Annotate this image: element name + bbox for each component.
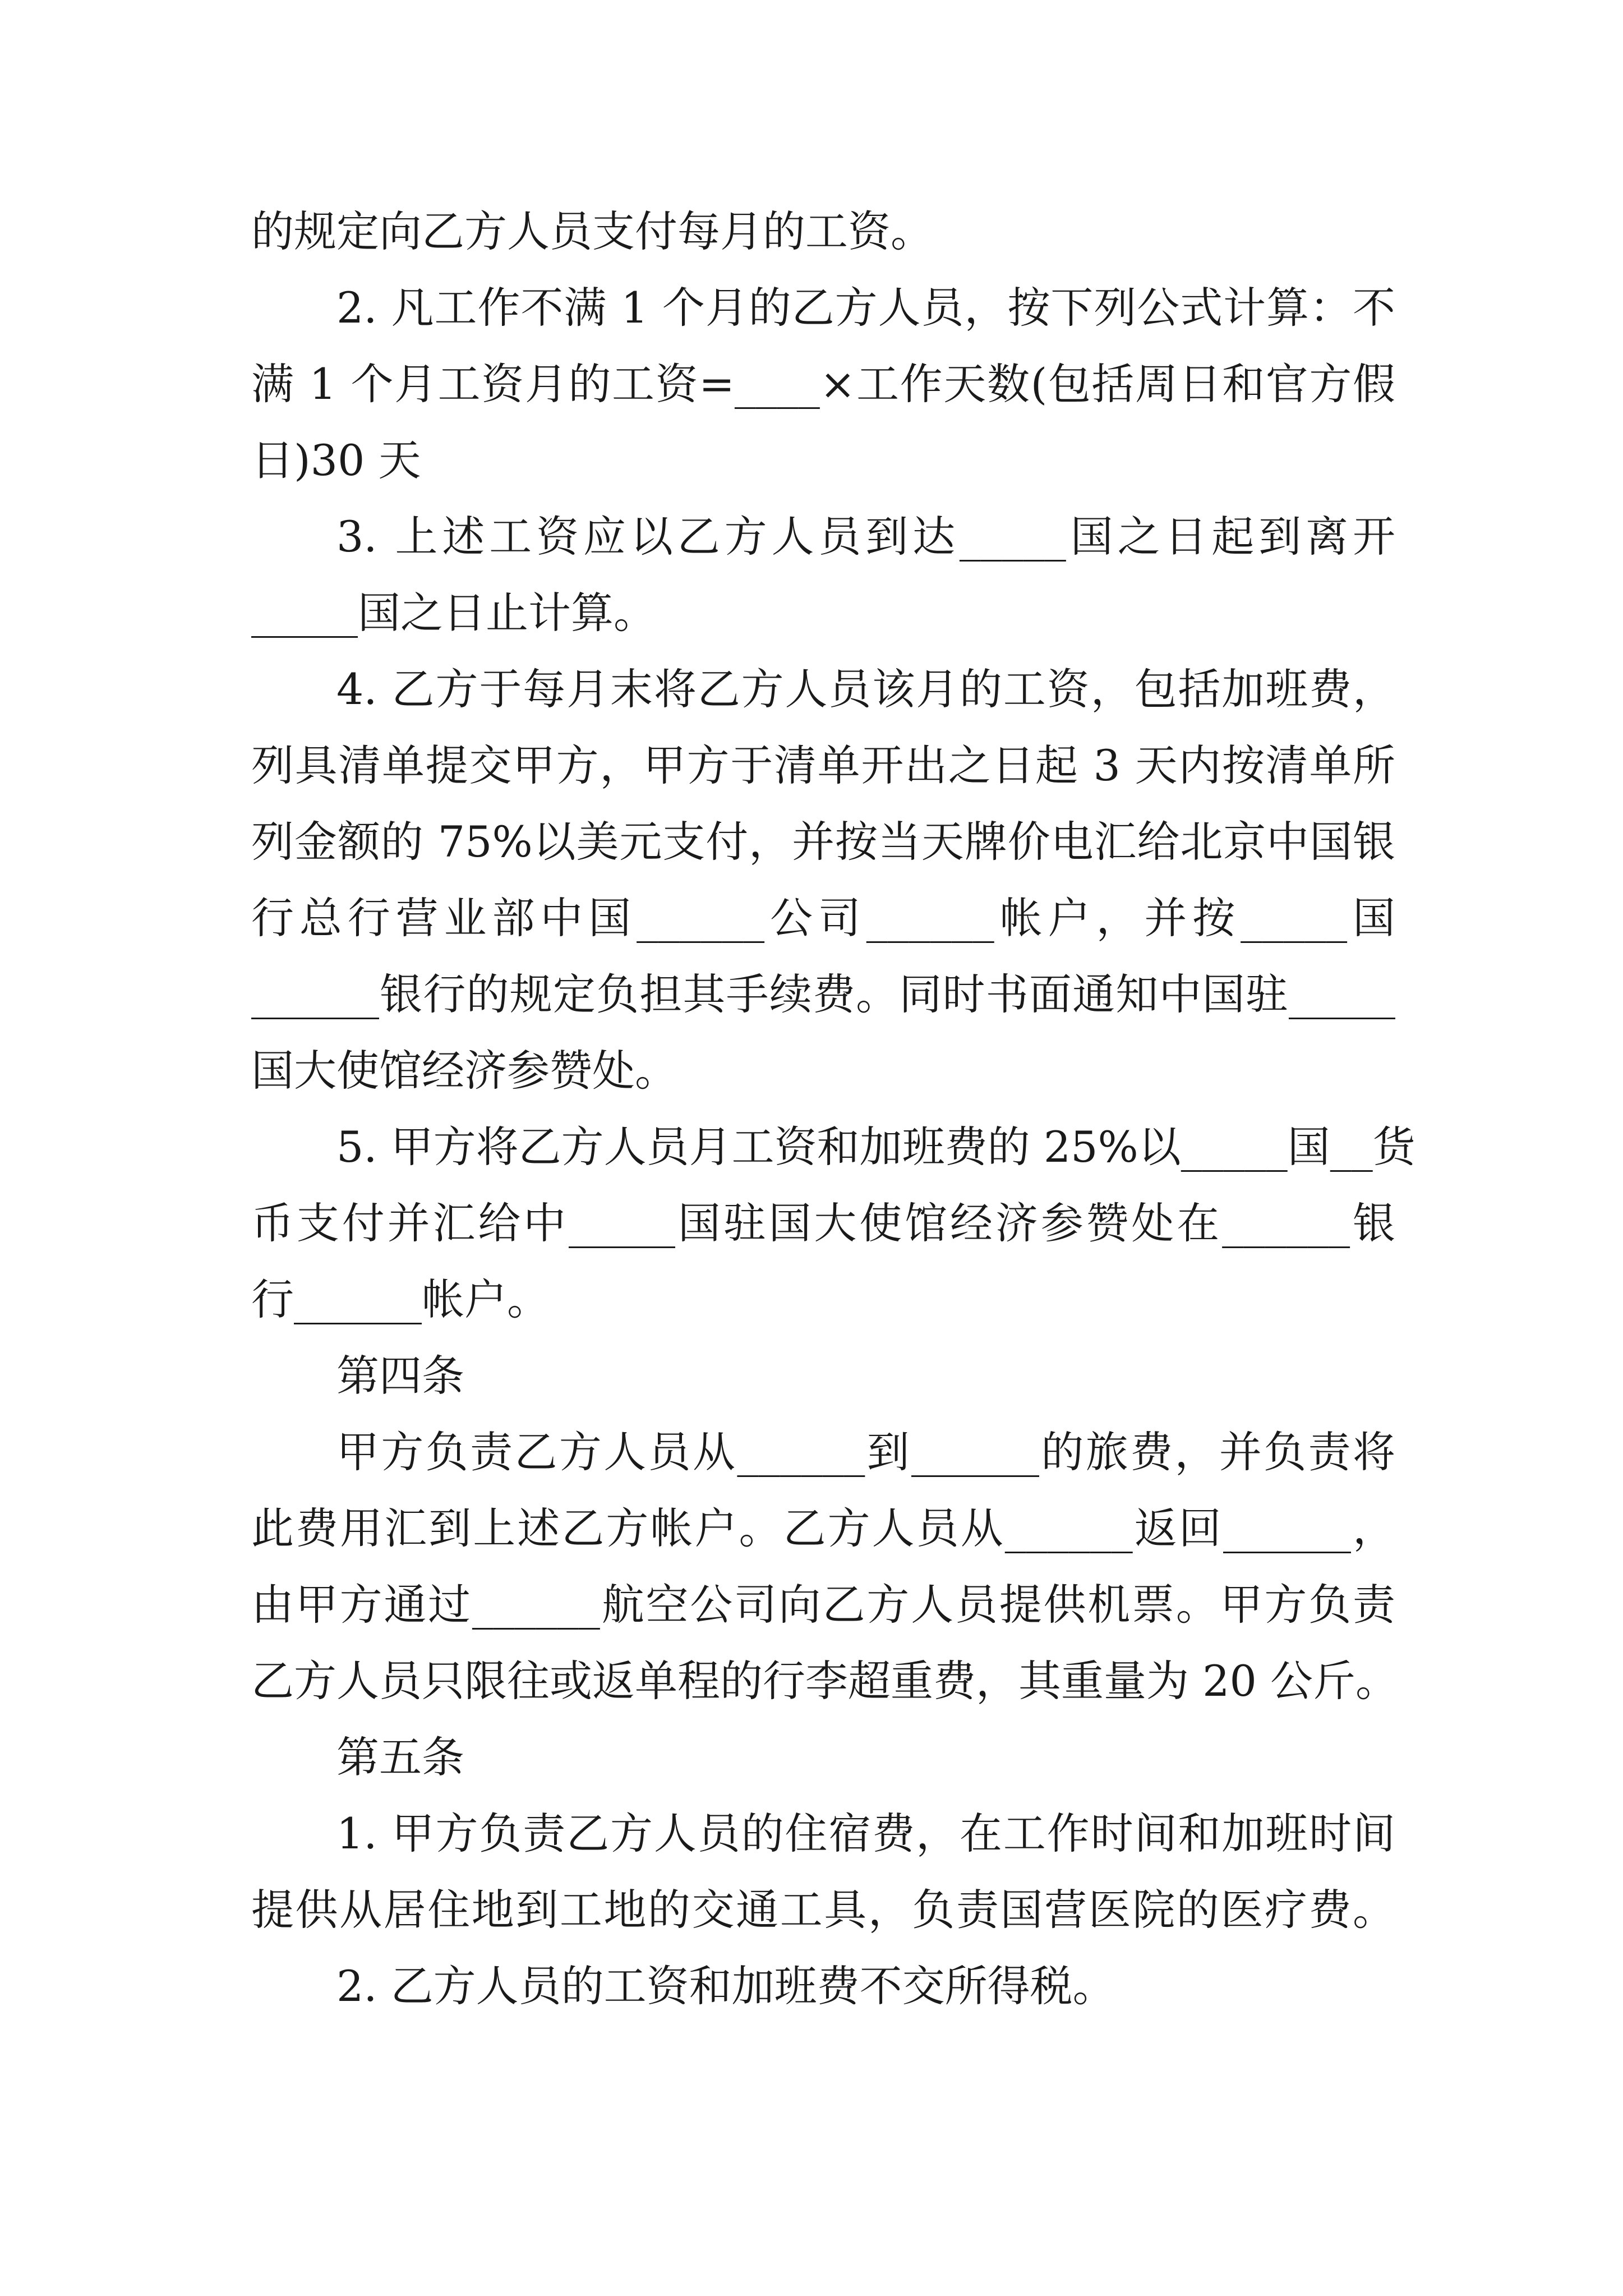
text-line: 2. 凡工作不满 1 个月的乙方人员，按下列公式计算：不 (336, 283, 1395, 333)
text-line: 5. 甲方将乙方人员月工资和加班费的 25%以_____国__货 (336, 1122, 1415, 1172)
section-heading: 第四条 (336, 1351, 464, 1401)
text-line: 甲方负责乙方人员从______到______的旅费，并负责将 (336, 1427, 1395, 1477)
text-line: 4. 乙方于每月末将乙方人员该月的工资，包括加班费， (336, 664, 1395, 714)
text-line: 币支付并汇给中_____国驻国大使馆经济参赞处在______银 (251, 1198, 1395, 1248)
text-line: 此费用汇到上述乙方帐户。乙方人员从______返回______， (251, 1503, 1395, 1553)
text-line: 的规定向乙方人员支付每月的工资。 (251, 206, 933, 256)
text-line: 日)30 天 (251, 435, 421, 485)
text-line: 满 1 个月工资月的工资=____×工作天数(包括周日和官方假 (251, 359, 1395, 409)
text-line: _____国之日止计算。 (251, 588, 656, 638)
text-line: ______银行的规定负担其手续费。同时书面通知中国驻_____ (251, 969, 1395, 1019)
text-line: 行总行营业部中国______公司______帐户，并按_____国 (251, 893, 1395, 943)
text-line: 国大使馆经济参赞处。 (251, 1046, 677, 1096)
text-line: 列金额的 75%以美元支付，并按当天牌价电汇给北京中国银 (251, 817, 1395, 867)
document-page (251, 194, 1415, 2024)
text-line: 列具清单提交甲方，甲方于清单开出之日起 3 天内按清单所 (251, 740, 1395, 790)
text-line: 行______帐户。 (251, 1274, 550, 1324)
text-line: 由甲方通过______航空公司向乙方人员提供机票。甲方负责 (251, 1580, 1395, 1630)
text-line: 2. 乙方人员的工资和加班费不交所得税。 (336, 1961, 1115, 2011)
text-line: 乙方人员只限往或返单程的行李超重费，其重量为 20 公斤。 (251, 1656, 1399, 1706)
text-line: 3. 上述工资应以乙方人员到达_____国之日起到离开 (336, 512, 1395, 562)
text-line: 1. 甲方负责乙方人员的住宿费，在工作时间和加班时间 (336, 1809, 1395, 1858)
text-line: 提供从居住地到工地的交通工具，负责国营医院的医疗费。 (251, 1885, 1395, 1935)
section-heading: 第五条 (336, 1732, 464, 1782)
